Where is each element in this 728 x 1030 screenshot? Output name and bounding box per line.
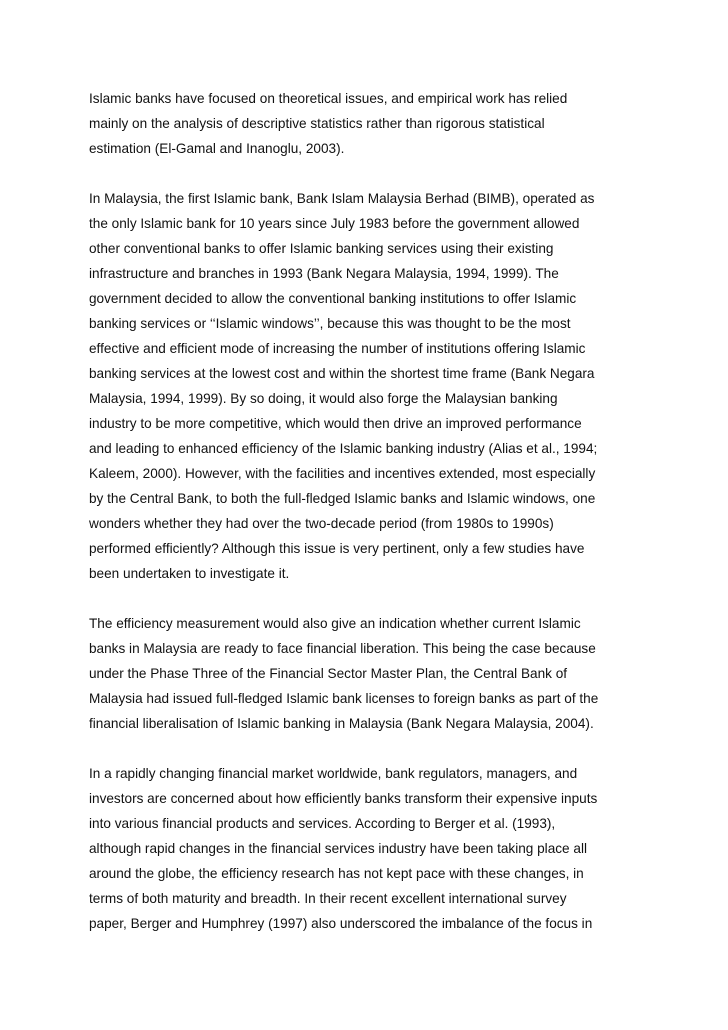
text-line: effective and efficient mode of increasing the number of institutions offering Islamic xyxy=(89,341,586,356)
text-line: Malaysia had issued full-fledged Islamic bank licenses to foreign banks as part of the xyxy=(89,691,599,706)
paragraph-4 xyxy=(89,761,649,936)
text-line: financial liberalisation of Islamic banking in Malaysia (Bank Negara Malaysia, 2004). xyxy=(89,716,594,731)
text-line: banks in Malaysia are ready to face financial liberation. This being the case because xyxy=(89,641,596,656)
text-line: mainly on the analysis of descriptive statistics rather than rigorous statistical xyxy=(89,116,545,131)
text-line: other conventional banks to offer Islamic banking services using their existing xyxy=(89,241,554,256)
text-line: estimation (El-Gamal and Inanoglu, 2003). xyxy=(89,141,345,156)
body-text xyxy=(89,86,649,961)
text-line: by the Central Bank, to both the full-fledged Islamic banks and Islamic windows, one xyxy=(89,491,596,506)
text-line: the only Islamic bank for 10 years since July 1983 before the government allowed xyxy=(89,216,580,231)
paragraph-3 xyxy=(89,611,649,736)
text-line: been undertaken to investigate it. xyxy=(89,566,290,581)
text-line: wonders whether they had over the two-decade period (from 1980s to 1990s) xyxy=(89,516,554,531)
text-line: around the globe, the efficiency research has not kept pace with these changes, in xyxy=(89,866,584,881)
text-line: and leading to enhanced efficiency of the Islamic banking industry (Alias et al., 1994; xyxy=(89,441,598,456)
text-line: government decided to allow the conventional banking institutions to offer Islamic xyxy=(89,291,577,306)
text-line: In Malaysia, the first Islamic bank, Bank Islam Malaysia Berhad (BIMB), operated as xyxy=(89,191,595,206)
text-line: banking services at the lowest cost and within the shortest time frame (Bank Negara xyxy=(89,366,595,381)
paragraph-1 xyxy=(89,86,649,161)
text-line: terms of both maturity and breadth. In their recent excellent international survey xyxy=(89,891,567,906)
text-line: The efficiency measurement would also give an indication whether current Islamic xyxy=(89,616,581,631)
text-line: paper, Berger and Humphrey (1997) also underscored the imbalance of the focus in xyxy=(89,916,593,931)
text-line: industry to be more competitive, which would then drive an improved performance xyxy=(89,416,582,431)
text-line: banking services or ‘‘Islamic windows’’, because this was thought to be the most xyxy=(89,316,571,331)
text-line: infrastructure and branches in 1993 (Bank Negara Malaysia, 1994, 1999). The xyxy=(89,266,559,281)
text-line: although rapid changes in the financial services industry have been taking place all xyxy=(89,841,587,856)
text-line: into various financial products and services. According to Berger et al. (1993), xyxy=(89,816,556,831)
text-line: investors are concerned about how efficiently banks transform their expensive inputs xyxy=(89,791,598,806)
text-line: Malaysia, 1994, 1999). By so doing, it would also forge the Malaysian banking xyxy=(89,391,558,406)
text-line: under the Phase Three of the Financial Sector Master Plan, the Central Bank of xyxy=(89,666,568,681)
paragraph-2 xyxy=(89,186,649,586)
text-line: Islamic banks have focused on theoretical issues, and empirical work has relied xyxy=(89,91,568,106)
text-line: performed efficiently? Although this issue is very pertinent, only a few studies have xyxy=(89,541,585,556)
text-line: Kaleem, 2000). However, with the facilities and incentives extended, most especially xyxy=(89,466,596,481)
text-line: In a rapidly changing financial market worldwide, bank regulators, managers, and xyxy=(89,766,578,781)
